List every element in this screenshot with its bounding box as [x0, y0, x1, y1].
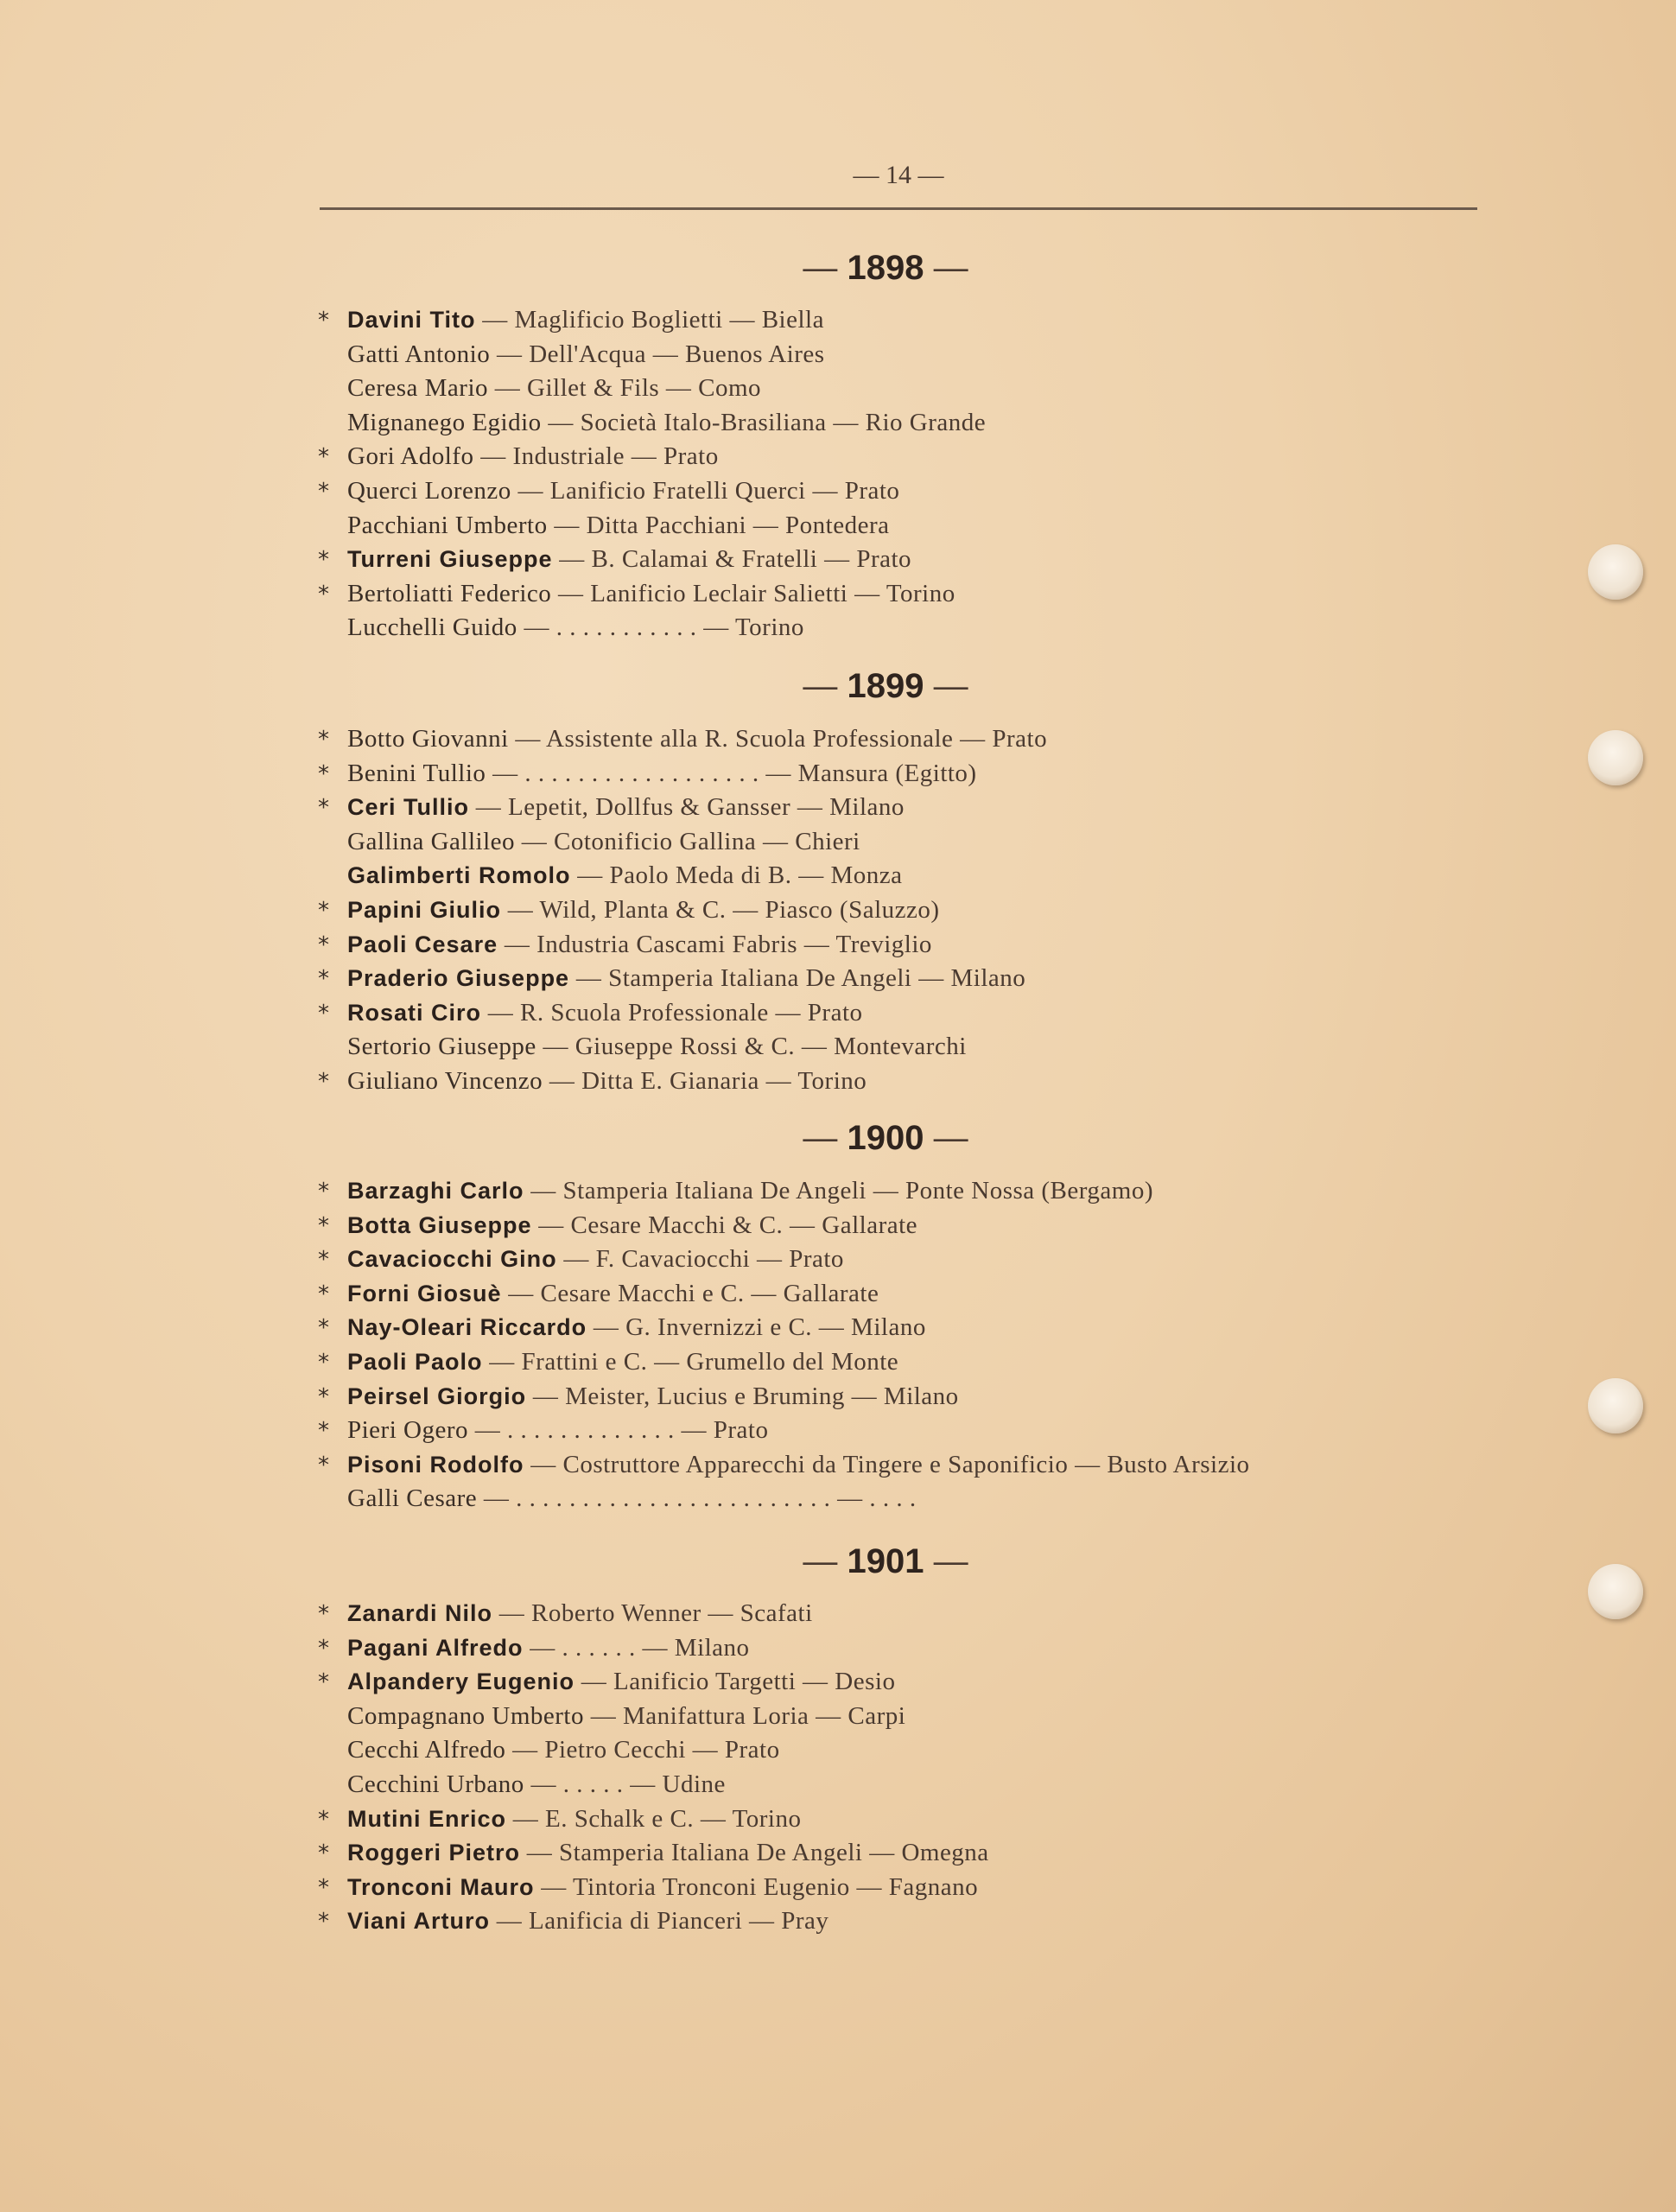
list-item: [318, 931, 932, 965]
list-item: [318, 1382, 959, 1417]
list-item: [318, 964, 1025, 999]
employer-location: — Stamperia Italiana De Angeli — Ponte Nossa (Bergamo): [524, 1177, 1153, 1205]
asterisk-mark: *: [318, 727, 330, 753]
graduate-name: Pagani Alfredo: [347, 1634, 524, 1661]
asterisk-mark: *: [318, 1069, 330, 1095]
list-item: [318, 725, 1047, 760]
list-item: [318, 861, 903, 896]
asterisk-mark: *: [318, 1281, 330, 1307]
employer-location: — B. Calamai & Fratelli — Prato: [552, 545, 912, 574]
graduate-name: Roggeri Pietro: [347, 1840, 521, 1866]
employer-location: — Costruttore Apparecchi da Tingere e Saponificio — Busto Arsizio: [524, 1450, 1250, 1478]
heading-dash: —: [924, 1119, 968, 1157]
employer-location: — . . . . . — Udine: [524, 1770, 726, 1798]
employer-location: — Cotonificio Gallina — Chieri: [515, 827, 860, 855]
asterisk-mark: *: [318, 547, 330, 574]
graduate-name: Paoli Cesare: [347, 931, 498, 957]
asterisk-mark: *: [318, 1909, 330, 1936]
heading-dash: —: [803, 667, 848, 705]
graduate-name: Galimberti Romolo: [347, 862, 571, 889]
list-item: [318, 340, 825, 375]
graduate-name: Paoli Paolo: [347, 1349, 483, 1375]
list-item: [318, 580, 955, 614]
employer-location: — Roberto Wenner — Scafati: [492, 1599, 813, 1627]
graduate-name: Galli Cesare: [347, 1484, 478, 1513]
asterisk-mark: *: [318, 1179, 330, 1205]
list-item: [318, 1839, 989, 1873]
employer-location: — Lanificio Leclair Salietti — Torino: [551, 579, 955, 607]
list-item: [318, 374, 761, 409]
asterisk-mark: *: [318, 581, 330, 607]
employer-location: — Industria Cascami Fabris — Treviglio: [498, 930, 932, 958]
asterisk-mark: *: [318, 1669, 330, 1696]
page-number: — 14 —: [853, 161, 944, 189]
graduate-name: Gallina Gallileo: [347, 827, 516, 855]
graduate-name: Mutini Enrico: [347, 1805, 506, 1832]
employer-location: — Lepetit, Dollfus & Gansser — Milano: [469, 793, 905, 822]
graduate-name: Papini Giulio: [347, 897, 502, 923]
heading-dash: —: [803, 1119, 848, 1157]
asterisk-mark: *: [318, 1418, 330, 1445]
graduate-name: Pieri Ogero: [347, 1416, 468, 1445]
employer-location: — Frattini e C. — Grumello del Monte: [482, 1348, 899, 1376]
graduate-name: Ceresa Mario: [347, 374, 489, 403]
year-heading: [0, 1542, 1676, 1584]
graduate-name: Praderio Giuseppe: [347, 965, 570, 992]
list-item: [318, 1702, 905, 1737]
heading-dash: —: [924, 249, 968, 287]
list-item: [318, 1873, 978, 1908]
graduate-name: Giuliano Vincenzo: [347, 1067, 543, 1095]
employer-location: — R. Scuola Professionale — Prato: [481, 998, 863, 1027]
employer-location: — G. Invernizzi e C. — Milano: [587, 1313, 926, 1342]
list-item: [318, 1668, 895, 1702]
asterisk-mark: *: [318, 1247, 330, 1274]
list-item: [318, 613, 804, 648]
asterisk-mark: *: [318, 1840, 330, 1867]
employer-location: — Cesare Macchi e C. — Gallarate: [501, 1279, 879, 1307]
asterisk-mark: *: [318, 966, 330, 993]
list-item: [318, 1177, 1153, 1211]
graduate-name: Lucchelli Guido: [347, 613, 517, 642]
employer-location: — F. Cavaciocchi — Prato: [556, 1245, 844, 1274]
asterisk-mark: *: [318, 898, 330, 924]
employer-location: — E. Schalk e C. — Torino: [506, 1804, 802, 1833]
year-heading: [0, 667, 1676, 709]
list-item: [318, 1736, 780, 1770]
list-item: [318, 1067, 867, 1102]
graduate-name: Peirsel Giorgio: [347, 1382, 527, 1409]
list-item: [318, 545, 911, 580]
graduate-name: Zanardi Nilo: [347, 1600, 493, 1626]
list-item: [318, 999, 863, 1033]
graduate-name: Viani Arturo: [347, 1908, 491, 1935]
list-item: [318, 1484, 917, 1519]
employer-location: — . . . . . . — Milano: [523, 1633, 750, 1662]
list-item: [318, 442, 719, 477]
asterisk-mark: *: [318, 1874, 330, 1901]
list-item: [318, 1805, 802, 1840]
employer-location: — Stamperia Italiana De Angeli — Milano: [569, 964, 1026, 993]
graduate-name: Cecchini Urbano: [347, 1770, 524, 1798]
asterisk-mark: *: [318, 308, 330, 334]
asterisk-mark: *: [318, 1212, 330, 1239]
list-item: [318, 1033, 967, 1067]
list-item: [318, 306, 824, 340]
heading-dash: —: [924, 1542, 968, 1580]
asterisk-mark: *: [318, 1452, 330, 1478]
graduate-name: Cecchi Alfredo: [347, 1736, 506, 1764]
asterisk-mark: *: [318, 931, 330, 958]
employer-location: — Giuseppe Rossi & C. — Montevarchi: [536, 1033, 967, 1061]
year-label: 1900: [847, 1119, 924, 1157]
graduate-name: Querci Lorenzo: [347, 477, 511, 505]
list-item: [318, 1907, 828, 1942]
graduate-name: Compagnano Umberto: [347, 1701, 584, 1730]
asterisk-mark: *: [318, 1806, 330, 1833]
asterisk-mark: *: [318, 1000, 330, 1027]
employer-location: — Manifattura Loria — Carpi: [583, 1701, 906, 1730]
employer-location: — Lanificio Targetti — Desio: [575, 1668, 896, 1696]
year-label: 1899: [847, 667, 924, 705]
list-item: [318, 760, 977, 794]
graduate-name: Gori Adolfo: [347, 442, 474, 471]
graduate-name: Ceri Tullio: [347, 794, 470, 821]
asterisk-mark: *: [318, 1350, 330, 1376]
asterisk-mark: *: [318, 1635, 330, 1662]
employer-location: — . . . . . . . . . . . . . . . . . . . . . . . . — . . . .: [477, 1484, 917, 1513]
graduate-name: Botta Giuseppe: [347, 1211, 532, 1238]
asterisk-mark: *: [318, 1383, 330, 1410]
employer-location: — Cesare Macchi & C. — Gallarate: [531, 1211, 918, 1239]
employer-location: — Lanificio Fratelli Querci — Prato: [511, 477, 900, 505]
asterisk-mark: *: [318, 1315, 330, 1342]
list-item: [318, 1599, 813, 1634]
heading-dash: —: [924, 667, 968, 705]
list-item: [318, 1634, 750, 1669]
graduate-name: Alpandery Eugenio: [347, 1669, 575, 1695]
graduate-name: Pisoni Rodolfo: [347, 1451, 524, 1478]
heading-dash: —: [803, 1542, 848, 1580]
employer-location: — Maglificio Boglietti — Biella: [475, 306, 824, 334]
graduate-name: Cavaciocchi Gino: [347, 1246, 557, 1273]
employer-location: — . . . . . . . . . . . . . — Prato: [468, 1416, 769, 1445]
employer-location: — Stamperia Italiana De Angeli — Omegna: [520, 1839, 989, 1867]
list-item: [318, 512, 890, 546]
asterisk-mark: *: [318, 1601, 330, 1627]
list-item: [318, 828, 860, 862]
year-heading: [0, 249, 1676, 290]
employer-location: — Ditta Pacchiani — Pontedera: [547, 511, 890, 539]
employer-location: — Gillet & Fils — Como: [488, 374, 762, 403]
graduate-name: Benini Tullio: [347, 759, 486, 787]
employer-location: — Tintoria Tronconi Eugenio — Fagnano: [534, 1872, 979, 1901]
graduate-name: Barzaghi Carlo: [347, 1178, 524, 1204]
graduate-name: Nay-Oleari Riccardo: [347, 1314, 587, 1341]
employer-location: — Società Italo-Brasiliana — Rio Grande: [541, 408, 987, 436]
list-item: [318, 1211, 917, 1246]
graduate-name: Mignanego Egidio: [347, 408, 542, 436]
graduate-name: Tronconi Mauro: [347, 1873, 535, 1900]
graduate-name: Turreni Giuseppe: [347, 546, 553, 573]
list-item: [318, 1451, 1250, 1485]
employer-location: — Ditta E. Gianaria — Torino: [543, 1067, 867, 1095]
employer-location: — Dell'Acqua — Buenos Aires: [490, 340, 825, 368]
list-item: [318, 1245, 844, 1280]
year-label: 1898: [847, 249, 924, 287]
list-item: [318, 1313, 926, 1348]
asterisk-mark: *: [318, 795, 330, 822]
employer-location: — Paolo Meda di B. — Monza: [570, 861, 903, 890]
employer-location: — Meister, Lucius e Bruming — Milano: [526, 1382, 959, 1410]
year-label: 1901: [847, 1542, 924, 1580]
list-item: [318, 477, 899, 512]
graduate-name: Pacchiani Umberto: [347, 511, 548, 539]
graduate-name: Sertorio Giuseppe: [347, 1033, 536, 1061]
graduate-name: Bertoliatti Federico: [347, 579, 552, 607]
employer-location: — Assistente alla R. Scuola Professionale — Prato: [508, 725, 1048, 753]
list-item: [318, 1770, 726, 1805]
heading-dash: —: [803, 249, 848, 287]
list-item: [318, 1416, 768, 1451]
employer-location: — . . . . . . . . . . . . . . . . . . — Mansura (Egitto): [486, 759, 977, 787]
asterisk-mark: *: [318, 760, 330, 787]
graduate-name: Gatti Antonio: [347, 340, 491, 368]
asterisk-mark: *: [318, 444, 330, 471]
graduate-name: Forni Giosuè: [347, 1280, 502, 1306]
list-item: [318, 1348, 898, 1382]
asterisk-mark: *: [318, 479, 330, 505]
graduate-name: Rosati Ciro: [347, 999, 482, 1026]
list-item: [318, 896, 940, 931]
employer-location: — . . . . . . . . . . . — Torino: [517, 613, 804, 642]
employer-location: — Pietro Cecchi — Prato: [505, 1736, 780, 1764]
list-item: [318, 793, 905, 828]
graduate-name: Botto Giovanni: [347, 725, 509, 753]
year-heading: [0, 1119, 1676, 1160]
employer-location: — Lanificia di Pianceri — Pray: [490, 1907, 829, 1936]
list-item: [318, 409, 986, 443]
employer-location: — Industriale — Prato: [473, 442, 719, 471]
graduate-name: Davini Tito: [347, 307, 476, 333]
employer-location: — Wild, Planta & C. — Piasco (Saluzzo): [501, 896, 940, 924]
list-item: [318, 1280, 879, 1314]
